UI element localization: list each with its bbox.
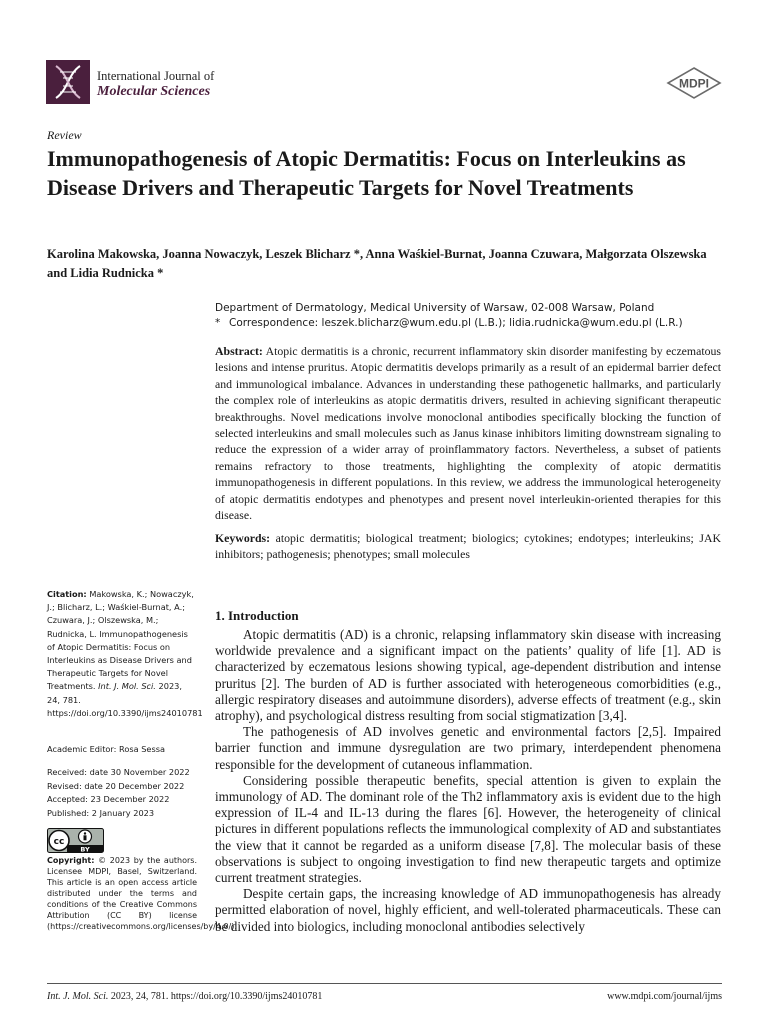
abstract-label: Abstract: <box>215 344 263 358</box>
cc-by-badge[interactable] <box>47 828 104 853</box>
citation-journal: Int. J. Mol. Sci. <box>98 681 156 692</box>
journal-name-line2: Molecular Sciences <box>97 84 211 99</box>
paragraph: Atopic dermatitis (AD) is a chronic, relapsing inflammatory skin disease with increasing worldwide prevalence and a significant impact on the patients’ quality of life [1]. AD is characterized by eczematous lesions showing typical, age-dependent distribution and intense pruritus [2]. The burden of AD is further associated with heterogeneous comorbidities (e.g., allergic respiratory diseases and autoimmune disorders), adverse effects of treatment (e.g., skin atrophy), and psychological distress resulting from social stigmatization [3,4]. <box>215 627 721 724</box>
paragraph: Despite certain gaps, the increasing knowledge of AD immunopathogenesis has already permitted elaboration of novel, highly efficient, and well-tolerated pharmaceuticals. These can be divided into biologics, including monoclonal antibodies selectively <box>215 886 721 934</box>
revised-date: Revised: date 20 December 2022 <box>47 780 185 791</box>
journal-name <box>97 69 214 99</box>
received-date: Received: date 30 November 2022 <box>47 767 190 777</box>
correspondence-mark: * <box>215 317 221 329</box>
cc-by-label: BY <box>80 845 90 853</box>
copyright-label: Copyright: <box>47 856 95 865</box>
published-date: Published: 2 January 2023 <box>47 807 155 818</box>
paragraph: Considering possible therapeutic benefits, special attention is given to explain the immunology of AD. The dominant role of the Th2 inflammatory axis is evident due to the high expression of IL-4 and IL-13 during the flares [6]. However, the heterogeneity of clinical pictures in different populations reflects the immunological complexity of AD and substantiates the view that it cannot be regarded as a uniform disease [7,8]. The molecular basis of these observations is subject to ongoing investigation to find new therapeutic targets and optimize current treatment strategies. <box>215 772 721 886</box>
publisher-logo-text: MDPI <box>679 76 709 91</box>
author-list: Karolina Makowska, Joanna Nowaczyk, Leszek Blicharz *, Anna Waśkiel-Burnat, Joanna Czuwara, Małgorzata Olszewska and Lidia Rudnicka * <box>47 247 707 280</box>
affiliation-block <box>215 301 735 331</box>
introduction-body <box>215 627 721 935</box>
keywords-label: Keywords: <box>215 531 271 545</box>
abstract-text: Atopic dermatitis is a chronic, recurrent inflammatory skin disorder manifesting by eczematous lesions and intense pruritus. Atopic dermatitis develops primarily as a result of an epidermal barrier defect and immunological imbalance. Advances in understanding these pathogenetic hallmarks, and particularly the complex role of interleukins as atopic dermatitis drivers, resulted in achieving significant therapeutic breakthroughs. Novel medications involve monoclonal antibodies specifically blocking the function of selected interleukins and small molecules such as Janus kinase inhibitors limiting downstream signaling to reduce the expression of a wider array of proinflammatory factors. Nevertheless, a subset of patients remains refractory to those treatments, highlighting the complexity of atopic dermatitis immunopathogenesis in different populations. In this review, we address the immunological heterogeneity of atopic dermatitis endotypes and phenotypes and present novel interleukin-oriented therapies for this disease. <box>215 344 721 523</box>
journal-name-line1: International Journal of <box>97 69 215 83</box>
footer-journal: Int. J. Mol. Sci. <box>47 991 109 1002</box>
correspondence <box>215 316 735 331</box>
citation-doi[interactable]: 2023, 24, 781. https://doi.org/10.3390/ijms24010781 <box>47 681 203 718</box>
accepted-date: Accepted: 23 December 2022 <box>47 794 170 804</box>
copyright-block <box>47 855 237 932</box>
dates-block <box>47 766 197 820</box>
cc-license-icon <box>47 828 104 853</box>
mdpi-logo-icon <box>666 67 722 99</box>
copyright-text: © 2023 by the authors. Licensee MDPI, Basel, Switzerland. This article is an open access article distributed under the terms and conditions of the Creative Commons Attribution (CC BY) license (https://creativecommons.org/licenses/by/4.0/). <box>47 856 237 931</box>
paragraph: The pathogenesis of AD involves genetic and environmental factors [2,5]. Impaired barrier function and immune dysregulation are two primary, interdependent phenomena responsible for the development of cutaneous inflammation. <box>215 724 721 772</box>
citation-block <box>47 588 203 720</box>
keywords <box>215 530 721 563</box>
article-title: Immunopathogenesis of Atopic Dermatitis: Focus on Interleukins as Disease Drivers and Therapeutic Targets for Novel Treatments <box>47 146 686 200</box>
footer-citation <box>47 991 322 1002</box>
citation-text: Makowska, K.; Nowaczyk, J.; Blicharz, L.; Waśkiel-Burnat, A.; Czuwara, J.; Olszewska, M.; Rudnicka, L. Immunopathogenesis of Atopic Dermatitis: Focus on Interleukins as Disease Drivers and Therapeutic Targets for Novel Treatments. <box>47 589 194 692</box>
dna-helix-icon <box>46 60 90 104</box>
academic-editor: Academic Editor: Rosa Sessa <box>47 744 166 754</box>
footer-divider <box>47 983 722 984</box>
svg-text:cc: cc <box>53 837 65 847</box>
publisher-logo <box>666 67 722 99</box>
footer-journal-url[interactable]: www.mdpi.com/journal/ijms <box>607 991 722 1002</box>
correspondence-text: Correspondence: leszek.blicharz@wum.edu.pl (L.B.); lidia.rudnicka@wum.edu.pl (L.R.) <box>229 317 683 329</box>
citation-label: Citation: <box>47 589 87 599</box>
article-type: Review <box>47 128 82 142</box>
section-heading-introduction: 1. Introduction <box>215 608 299 623</box>
journal-logo <box>46 60 90 104</box>
keywords-text: atopic dermatitis; biological treatment; biologics; cytokines; endotypes; interleukins; JAK inhibitors; pathogenesis; phenotypes; small molecules <box>215 531 722 562</box>
department: Department of Dermatology, Medical University of Warsaw, 02-008 Warsaw, Poland <box>215 302 655 314</box>
abstract <box>215 343 721 523</box>
footer-doi[interactable]: 2023, 24, 781. https://doi.org/10.3390/ijms24010781 <box>110 991 323 1002</box>
